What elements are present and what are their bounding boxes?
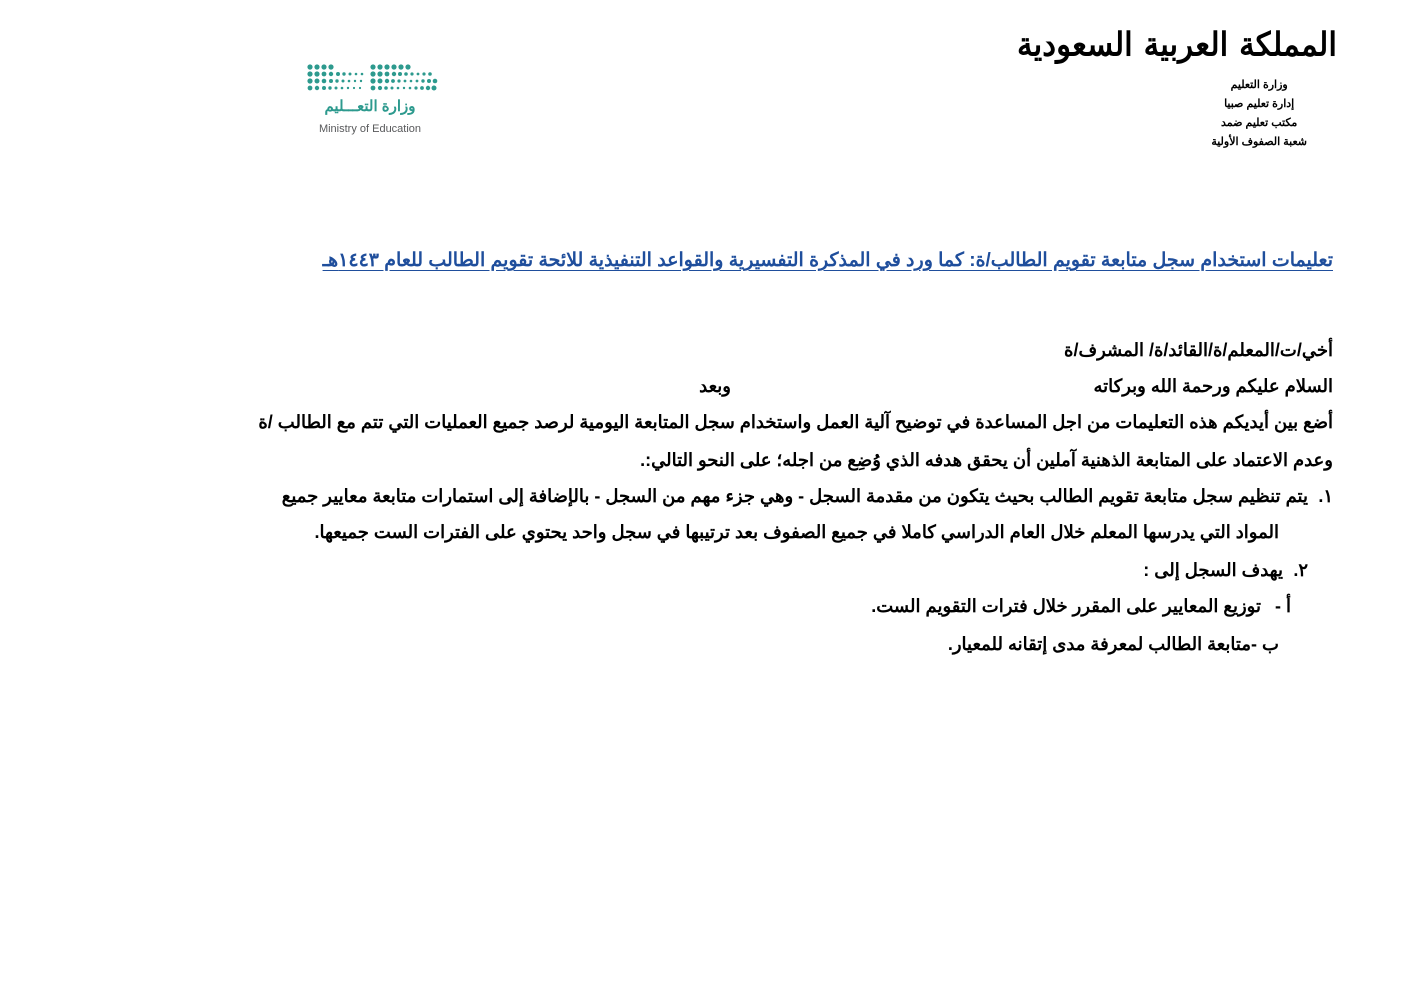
item-1-line-2: المواد التي يدرسها المعلم خلال العام الدراسي كاملا في جميع الصفوف بعد ترتيبها في سجل واحد يحتوي على الفترات الست جميعها.	[314, 522, 1279, 542]
sub-item-b-marker: ب -	[1251, 634, 1279, 654]
item-2-number: ٢.	[1293, 560, 1308, 580]
item-1-number: ١.	[1318, 486, 1333, 506]
ministry-of-education-logo	[300, 62, 440, 142]
kingdom-emblem	[1017, 22, 1337, 68]
logo-arabic-text: وزارة التعـــليم	[324, 98, 416, 115]
ministry-line-directorate: إدارة تعليم صبيا	[1224, 98, 1295, 110]
ministry-line-ministry: وزارة التعليم	[1230, 79, 1288, 91]
sub-item-a-text: توزيع المعايير على المقرر خلال فترات التقويم الست.	[871, 596, 1261, 616]
ministry-line-office: مكتب تعليم ضمد	[1221, 117, 1298, 129]
intro-line-2: وعدم الاعتماد على المتابعة الذهنية آملين أن يحقق هدفه الذي وُضِع من اجله؛ على النحو التالي:.	[640, 450, 1333, 470]
sub-item-b-text: متابعة الطالب لمعرفة مدى إتقانه للمعيار.	[947, 634, 1251, 654]
ministry-line-section: شعبة الصفوف الأولية	[1211, 136, 1307, 148]
item-1-line-1: يتم تنظيم سجل متابعة تقويم الطالب بحيث يتكون من مقدمة السجل - وهي جزء مهم من السجل - بالإضافة إلى استمارات متابعة معايير جميع	[281, 486, 1308, 506]
after-greeting-text: وبعد	[699, 376, 731, 396]
greeting-text: السلام عليكم ورحمة الله وبركاته	[1093, 376, 1333, 396]
dots-pattern-icon	[300, 62, 440, 96]
logo-english-text: Ministry of Education	[318, 123, 422, 135]
sub-item-a-marker: أ -	[1275, 596, 1291, 616]
ministry-lines	[1211, 76, 1307, 152]
item-2-line-1: يهدف السجل إلى :	[1143, 560, 1283, 580]
intro-line-1: أضع بين أيديكم هذه التعليمات من اجل المساعدة في توضيح آلية العمل واستخدام سجل المتابعة اليومية لرصد جميع العمليات التي تتم مع الطالب /ة	[258, 412, 1333, 432]
address-line: أخي/ت/المعلم/ة/القائد/ة/ المشرف/ة	[1064, 340, 1333, 360]
document-heading: تعليمات استخدام سجل متابعة تقويم الطالب/ة: كما ورد في المذكرة التفسيرية والقواعد التنفيذية للائحة تقويم الطالب للعام ١٤٤٣هـ	[322, 250, 1333, 271]
kingdom-name: المملكة العربية السعودية	[1017, 26, 1337, 64]
